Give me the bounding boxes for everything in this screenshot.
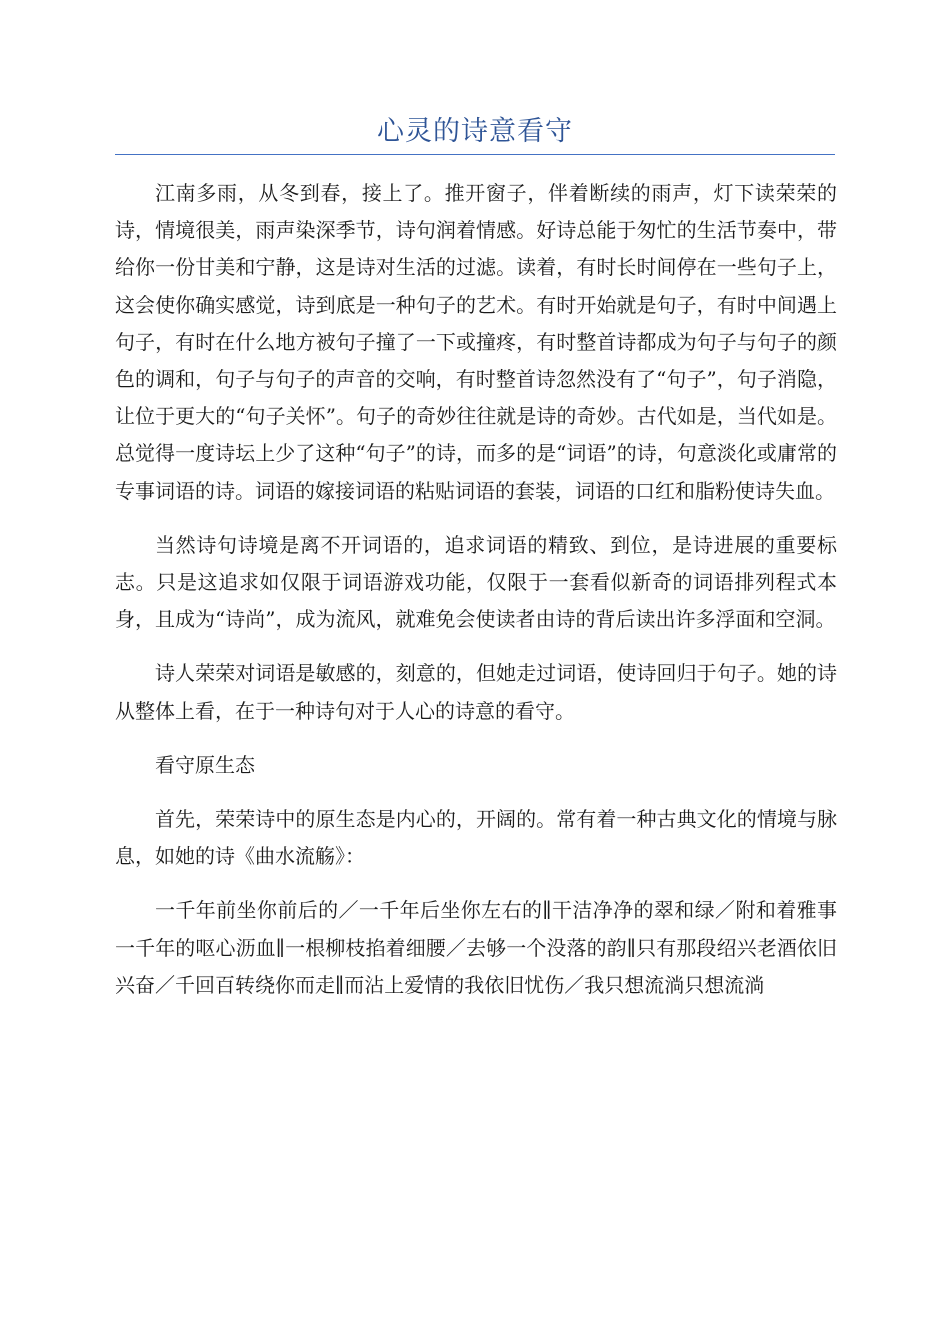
paragraph-1: 江南多雨，从冬到春，接上了。推开窗子，伴着断续的雨声，灯下读荣荣的诗，情境很美，雨声染深季节，诗句润着情感。好诗总能于匆忙的生活节奏中，带给你一份甘美和宁静，这是诗对生活的过滤。读着，有时长时间停在一些句子上，这会使你确实感觉，诗到底是一种句子的艺术。有时开始就是句子，有时中间遇上句子，有时在什么地方被句子撞了一下或撞疼，有时整首诗都成为句子与句子的颜色的调和，句子与句子的声音的交响，有时整首诗忽然没有了“句子”，句子消隐，让位于更大的“句子关怀”。句子的奇妙往往就是诗的奇妙。古代如是，当代如是。总觉得一度诗坛上少了这种“句子”的诗，而多的是“词语”的诗，句意淡化或庸常的专事词语的诗。词语的嫁接词语的粘贴词语的套装，词语的口红和脂粉使诗失血。 (115, 181, 837, 503)
paragraph-3: 诗人荣荣对词语是敏感的，刻意的，但她走过词语，使诗回归于句子。她的诗从整体上看，在于一种诗句对于人心的诗意的看守。 (115, 661, 837, 723)
section-heading: 看守原生态 (155, 752, 255, 777)
document-body (115, 175, 837, 1021)
title-underline (115, 154, 835, 155)
poem-quote: 一千年前坐你前后的／一千年后坐你左右的∥干洁净净的翠和绿／附和着雅事一千年的呕心沥血∥一根柳枝掐着细腰／去够一个没落的韵∥只有那段绍兴老酒依旧兴奋／千回百转绕你而走∥而沾上爱情的我依旧忧伤／我只想流淌只想流淌 (115, 898, 837, 997)
document-title: 心灵的诗意看守 (377, 116, 573, 147)
paragraph-2: 当然诗句诗境是离不开词语的，追求词语的精致、到位，是诗进展的重要标志。只是这追求如仅限于词语游戏功能，仅限于一套看似新奇的词语排列程式本身，且成为“诗尚”，成为流风，就难免会使读者由诗的背后读出许多浮面和空洞。 (115, 532, 837, 632)
paragraph-4: 首先，荣荣诗中的原生态是内心的，开阔的。常有着一种古典文化的情境与脉息，如她的诗《曲水流觞》： (115, 807, 837, 869)
